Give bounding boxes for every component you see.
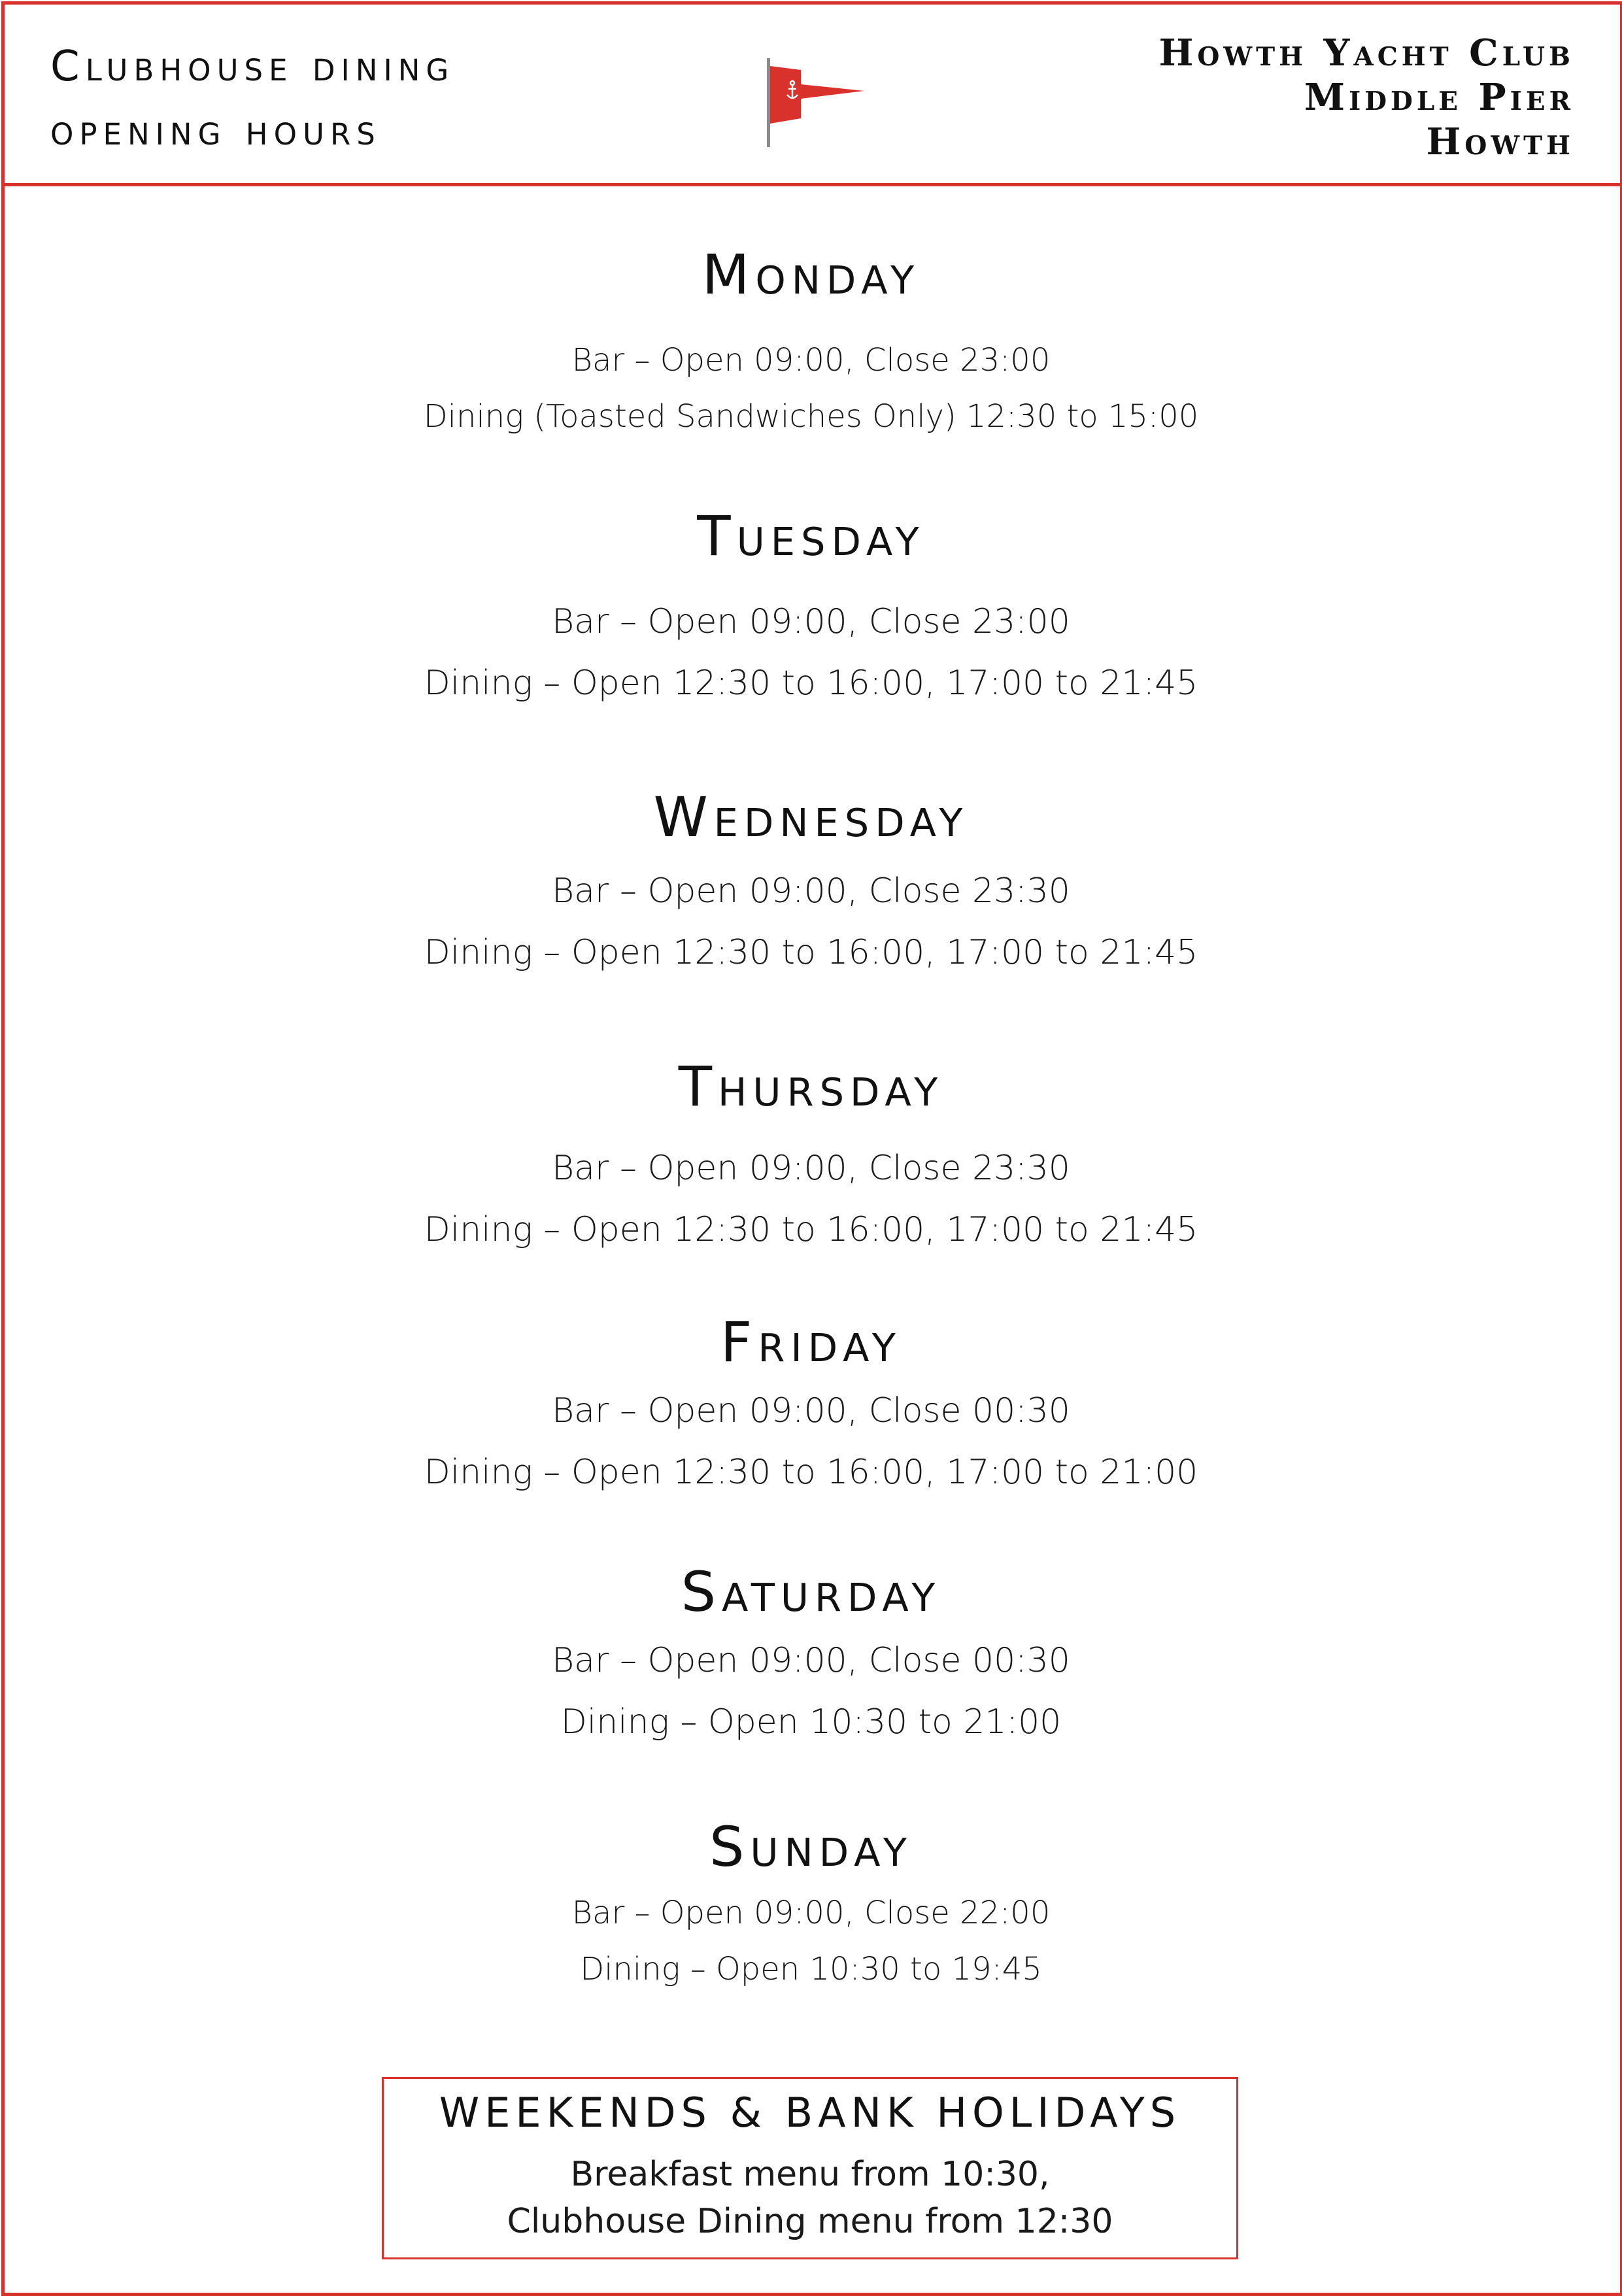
weekends-title: WEEKENDS & BANK HOLIDAYS — [439, 2089, 1181, 2136]
dining-hours: Dining – Open 10:30 to 19:45 — [580, 1951, 1042, 1987]
day-saturday — [0, 1559, 1622, 1753]
clubhouse-menu-text: Clubhouse Dining menu from 12:30 — [507, 2202, 1113, 2241]
day-heading: Monday — [701, 243, 921, 307]
bar-hours: Bar – Open 09:00, Close 23:30 — [552, 1149, 1070, 1188]
bar-hours: Bar – Open 09:00, Close 22:00 — [571, 1895, 1051, 1931]
weekends-bank-holidays-box — [382, 2077, 1238, 2259]
day-thursday — [0, 1054, 1622, 1260]
page-title-line-1: Clubhouse dining — [50, 42, 455, 91]
day-heading: Saturday — [681, 1560, 941, 1624]
dining-hours: Dining – Open 12:30 to 16:00, 17:00 to 21:45 — [424, 1210, 1198, 1249]
flagpole — [767, 58, 770, 147]
page-title — [50, 35, 454, 163]
day-heading: Thursday — [678, 1055, 944, 1119]
burgee-flag-icon — [763, 58, 868, 147]
breakfast-menu-text: Breakfast menu from 10:30, — [570, 2155, 1050, 2194]
club-name: Howth Yacht Club — [1158, 31, 1574, 75]
club-address — [1158, 31, 1574, 164]
dining-hours: Dining – Open 12:30 to 16:00, 17:00 to 21:45 — [424, 664, 1198, 703]
day-monday — [0, 242, 1622, 445]
day-heading: Tuesday — [697, 504, 925, 568]
day-heading: Sunday — [709, 1815, 913, 1879]
day-wednesday — [0, 785, 1622, 983]
address-town: Howth — [1426, 120, 1574, 163]
day-heading: Wednesday — [653, 785, 969, 849]
bar-hours: Bar – Open 09:00, Close 00:30 — [552, 1391, 1070, 1430]
dining-hours: Dining – Open 12:30 to 16:00, 17:00 to 21:45 — [424, 933, 1198, 972]
day-sunday — [0, 1814, 1622, 1997]
dining-hours: Dining – Open 10:30 to 21:00 — [560, 1702, 1062, 1742]
day-friday — [0, 1309, 1622, 1503]
header — [5, 5, 1620, 186]
page-title-line-2: opening hours — [50, 107, 381, 155]
address-street: Middle Pier — [1304, 76, 1574, 119]
day-heading: Friday — [720, 1310, 902, 1374]
day-tuesday — [0, 503, 1622, 714]
dining-hours: Dining – Open 12:30 to 16:00, 17:00 to 21:00 — [424, 1453, 1198, 1492]
bar-hours: Bar – Open 09:00, Close 23:00 — [571, 342, 1051, 379]
bar-hours: Bar – Open 09:00, Close 00:30 — [552, 1641, 1070, 1680]
dining-hours: Dining (Toasted Sandwiches Only) 12:30 to 15:00 — [423, 398, 1199, 435]
bar-hours: Bar – Open 09:00, Close 23:00 — [552, 602, 1070, 641]
bar-hours: Bar – Open 09:00, Close 23:30 — [552, 871, 1070, 911]
burgee-pennant — [770, 66, 864, 124]
